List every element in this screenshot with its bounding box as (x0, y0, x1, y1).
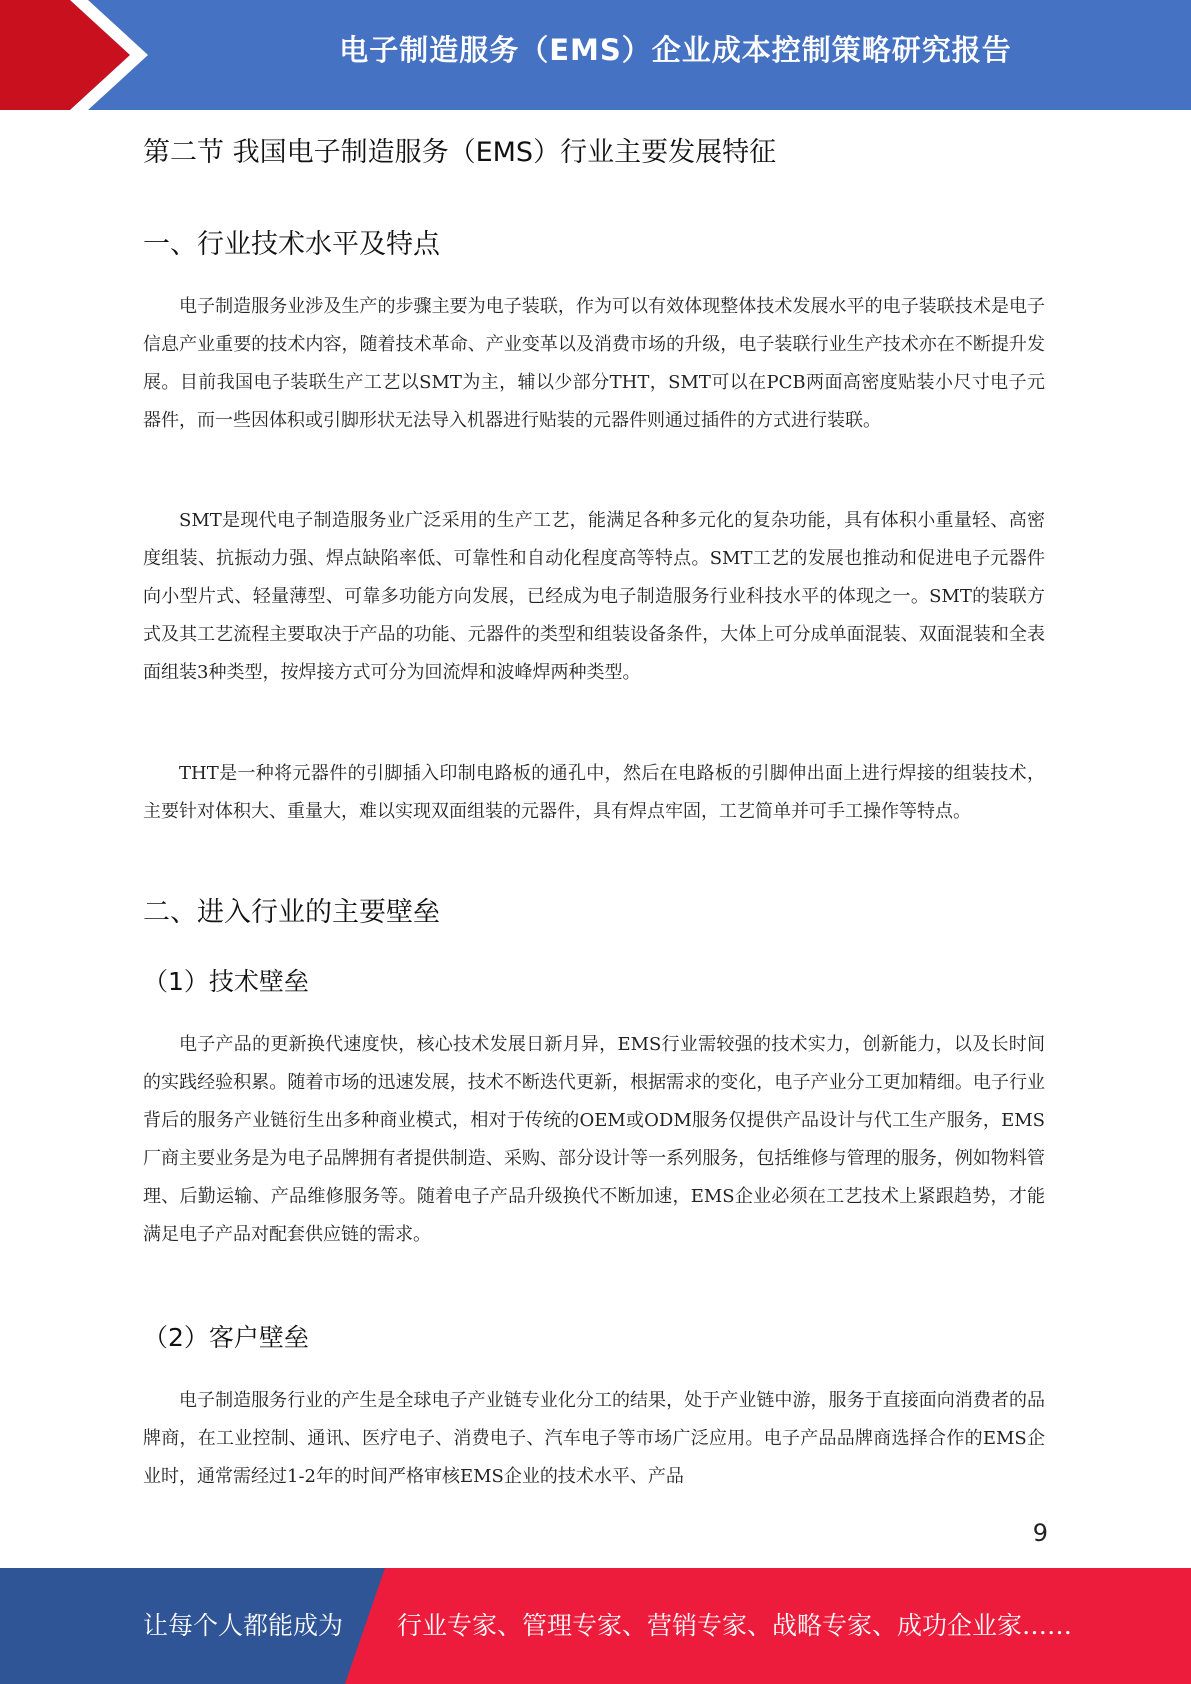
paragraph-tech-barrier: 电子产品的更新换代速度快，核心技术发展日新月异，EMS行业需较强的技术实力，创新能力，以及长时间的实践经验积累。随着市场的迅速发展，技术不断迭代更新，根据需求的变化，电子产业分工更加精细。电子行业背后的服务产业链衍生出多种商业模式，相对于传统的OEM或ODM服务仅提供产品设计与代工生产服务，EMS厂商主要业务是为电子品牌拥有者提供制造、采购、部分设计等一系列服务，包括维修与管理的服务，例如物料管理、后勤运输、产品维修服务等。随着电子产品升级换代不断加速，EMS企业必须在工艺技术上紧跟趋势，才能满足电子产品对配套供应链的需求。 (143, 1034, 1045, 1245)
paragraph-tech-3: THT是一种将元器件的引脚插入印制电路板的通孔中，然后在电路板的引脚伸出面上进行焊接的组装技术，主要针对体积大、重量大，难以实现双面组装的元器件，具有焊点牢固，工艺简单并可手工操作等特点。 (143, 763, 1045, 822)
heading-tech-barrier: （1）技术壁垒 (143, 967, 309, 996)
page-number: 9 (1032, 1519, 1048, 1547)
paragraph-customer-barrier: 电子制造服务行业的产生是全球电子产业链专业化分工的结果，处于产业链中游，服务于直接面向消费者的品牌商，在工业控制、通讯、医疗电子、消费电子、汽车电子等市场广泛应用。电子产品品牌商选择合作的EMS企业时，通常需经过1-2年的时间严格审核EMS企业的技术水平、产品 (143, 1390, 1045, 1487)
heading-tech-level: 一、行业技术水平及特点 (143, 229, 440, 260)
footer-slogan-right: 行业专家、管理专家、营销专家、战略专家、成功企业家…… (397, 1611, 1073, 1640)
page-header (0, 0, 1191, 110)
red-chevron-logo (0, 0, 150, 110)
page-footer (0, 1568, 1191, 1684)
heading-customer-barrier: （2）客户壁垒 (143, 1323, 309, 1352)
paragraph-tech-1: 电子制造服务业涉及生产的步骤主要为电子装联，作为可以有效体现整体技术发展水平的电子装联技术是电子信息产业重要的技术内容，随着技术革命、产业变革以及消费市场的升级，电子装联行业生产技术亦在不断提升发展。目前我国电子装联生产工艺以SMT为主，辅以少部分THT，SMT可以在PCB两面高密度贴装小尺寸电子元器件，而一些因体积或引脚形状无法导入机器进行贴装的元器件则通过插件的方式进行装联。 (143, 296, 1045, 431)
report-title: 电子制造服务（EMS）企业成本控制策略研究报告 (339, 33, 1012, 67)
footer-slogan-left: 让每个人都能成为 (143, 1611, 344, 1640)
heading-entry-barriers: 二、进入行业的主要壁垒 (143, 897, 440, 928)
paragraph-tech-2: SMT是现代电子制造服务业广泛采用的生产工艺，能满足各种多元化的复杂功能，具有体积小重量轻、高密度组装、抗振动力强、焊点缺陷率低、可靠性和自动化程度高等特点。SMT工艺的发展也推动和促进电子元器件向小型片式、轻量薄型、可靠多功能方向发展，已经成为电子制造服务行业科技水平的体现之一。SMT的装联方式及其工艺流程主要取决于产品的功能、元器件的类型和组装设备条件，大体上可分成单面混装、双面混装和全表面组装3种类型，按焊接方式可分为回流焊和波峰焊两种类型。 (143, 510, 1045, 683)
section-title: 第二节 我国电子制造服务（EMS）行业主要发展特征 (143, 137, 777, 168)
